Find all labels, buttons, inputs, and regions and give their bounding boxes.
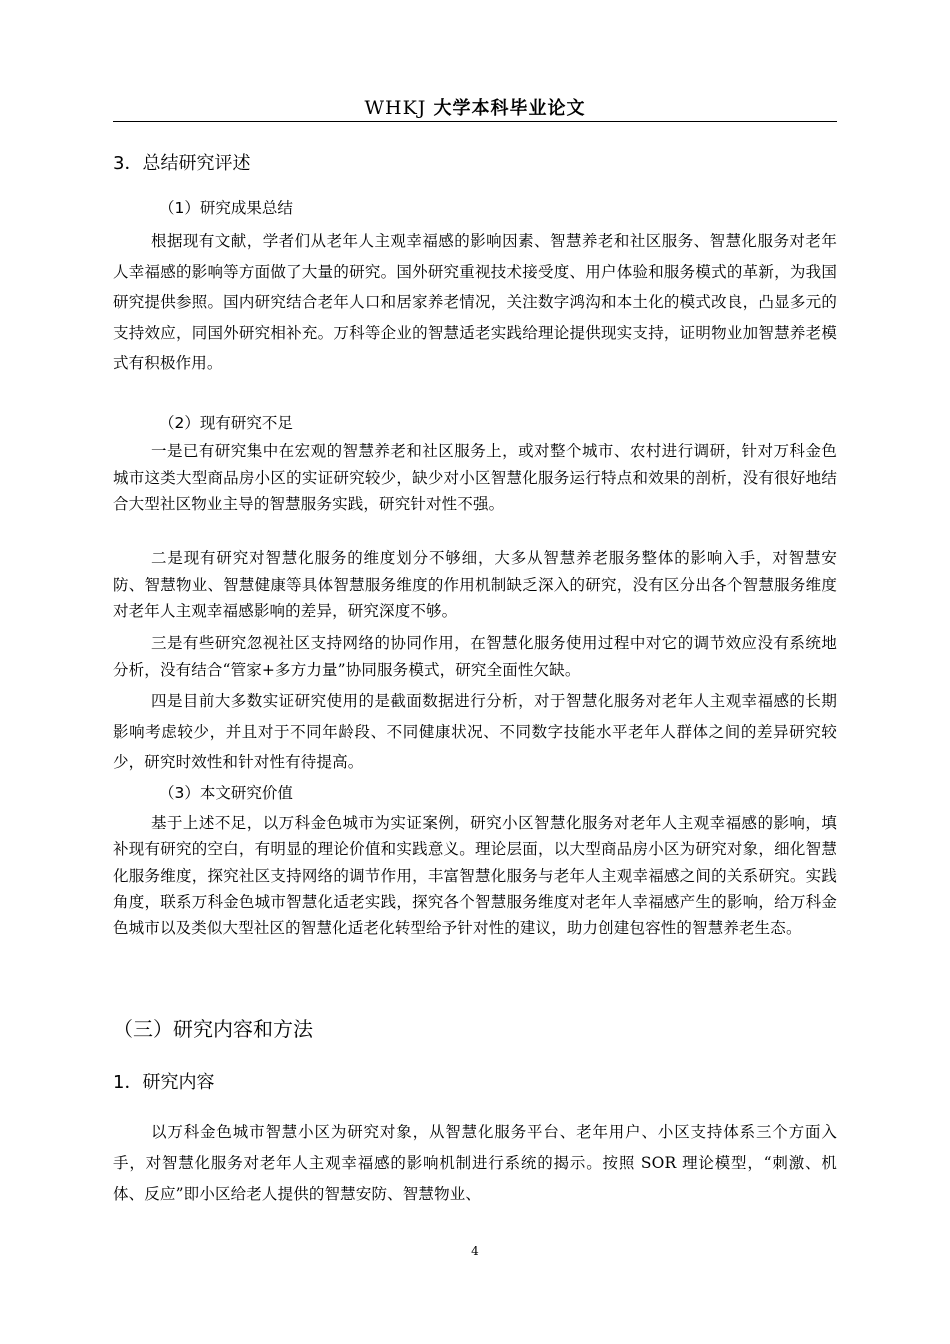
- header-rule: [113, 121, 837, 122]
- section-heading-content: 1．研究内容: [113, 1072, 215, 1093]
- paragraph-shortcoming-2: 二是现有研究对智慧化服务的维度划分不够细，大多从智慧养老服务整体的影响入手，对智慧安防、智慧物业、智慧健康等具体智慧服务维度的作用机制缺乏深入的研究，没有区分出各个智慧服务维度对老年人主观幸福感影响的差异，研究深度不够。: [113, 549, 837, 620]
- subheading-value: （3）本文研究价值: [159, 784, 293, 802]
- page-number: 4: [471, 1244, 479, 1258]
- paragraph-shortcoming-3: 三是有些研究忽视社区支持网络的协同作用，在智慧化服务使用过程中对它的调节效应没有系统地分析，没有结合“管家+多方力量”协同服务模式，研究全面性欠缺。: [113, 634, 837, 679]
- subheading-shortcomings: （2）现有研究不足: [159, 414, 293, 432]
- paragraph-value: 基于上述不足，以万科金色城市为实证案例，研究小区智慧化服务对老年人主观幸福感的影响，填补现有研究的空白，有明显的理论价值和实践意义。理论层面，以大型商品房小区为研究对象，细化智慧化服务维度，探究社区支持网络的调节作用，丰富智慧化服务与老年人主观幸福感之间的关系研究。实践角度，联系万科金色城市智慧化适老实践，探究各个智慧服务维度对老年人幸福感产生的影响，给万科金色城市以及类似大型社区的智慧化适老化转型给予针对性的建议，助力创建包容性的智慧养老生态。: [113, 814, 837, 938]
- subheading-achievements: （1）研究成果总结: [159, 199, 293, 217]
- running-header: [113, 96, 837, 121]
- paragraph-shortcoming-1: 一是已有研究集中在宏观的智慧养老和社区服务上，或对整个城市、农村进行调研，针对万科金色城市这类大型商品房小区的实证研究较少，缺少对小区智慧化服务运行特点和效果的剖析，没有很好地结合大型社区物业主导的智慧服务实践，研究针对性不强。: [113, 442, 837, 513]
- section-heading-summary: 3．总结研究评述: [113, 153, 251, 174]
- paragraph-content: 以万科金色城市智慧小区为研究对象，从智慧化服务平台、老年用户、小区支持体系三个方面入手，对智慧化服务对老年人主观幸福感的影响机制进行系统的揭示。按照 SOR 理论模型，“刺激、机体、反应”即小区给老人提供的智慧安防、智慧物业、: [113, 1123, 837, 1203]
- header-latin: WHKJ: [364, 97, 427, 119]
- paragraph-shortcoming-4: 四是目前大多数实证研究使用的是截面数据进行分析，对于智慧化服务对老年人主观幸福感的长期影响考虑较少，并且对于不同年龄段、不同健康状况、不同数字技能水平老年人群体之间的差异研究较少，研究时效性和针对性有待提高。: [113, 692, 837, 771]
- part-heading-content-methods: （三）研究内容和方法: [113, 1017, 313, 1041]
- header-title: 大学本科毕业论文: [433, 98, 586, 119]
- paragraph-achievements: 根据现有文献，学者们从老年人主观幸福感的影响因素、智慧养老和社区服务、智慧化服务对老年人幸福感的影响等方面做了大量的研究。国外研究重视技术接受度、用户体验和服务模式的革新，为我国研究提供参照。国内研究结合老年人口和居家养老情况，关注数字鸿沟和本土化的模式改良，凸显多元的支持效应，同国外研究相补充。万科等企业的智慧适老实践给理论提供现实支持，证明物业加智慧养老模式有积极作用。: [113, 232, 837, 372]
